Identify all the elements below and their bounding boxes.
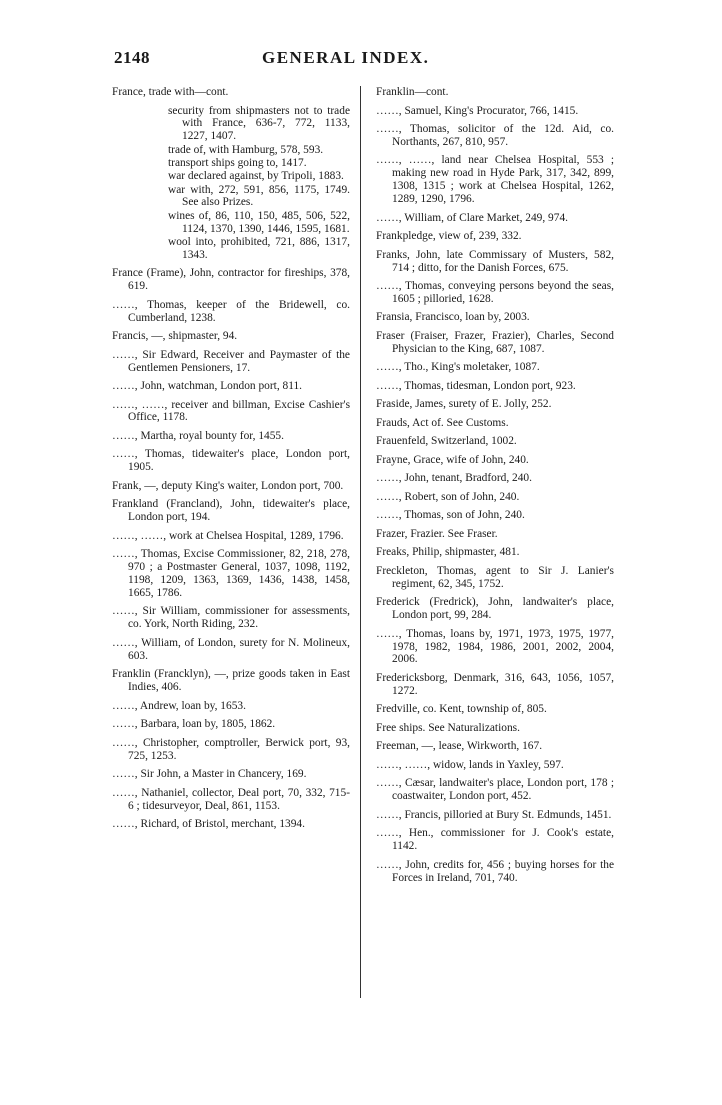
index-entry: Frazer, Frazier. See Fraser. (376, 527, 498, 540)
index-entry: Franklin (Francklyn), —, prize goods taken in East Indies, 406. (112, 668, 350, 694)
index-entry: Franks, John, late Commissary of Musters, 582, 714 ; ditto, for the Danish Forces, 675. (376, 248, 614, 274)
index-entry: ……, Andrew, loan by, 1653. (112, 699, 246, 712)
index-subentry: transport ships going to, 1417. (168, 156, 307, 169)
index-entry: ……, Sir William, commissioner for assessments, co. York, North Riding, 232. (112, 605, 350, 631)
index-entry: ……, John, watchman, London port, 811. (112, 380, 303, 393)
index-subentry: war declared against, by Tripoli, 1883. (168, 170, 344, 183)
index-entry: ……, Thomas, tidesman, London port, 923. (376, 379, 576, 392)
index-subentry: wines of, 86, 110, 150, 485, 506, 522, 1124, 1370, 1390, 1446, 1595, 1681. (168, 209, 350, 235)
index-entry: ……, Barbara, loan by, 1805, 1862. (112, 718, 276, 731)
page-title: GENERAL INDEX. (262, 48, 430, 67)
index-entry: ……, John, tenant, Bradford, 240. (376, 472, 532, 485)
index-entry: ……, Thomas, loans by, 1971, 1973, 1975, 1977, 1978, 1982, 1984, 1986, 2001, 2002, 2004, 2006. (376, 627, 614, 666)
index-entry: Fredericksborg, Denmark, 316, 643, 1056, 1057, 1272. (376, 671, 614, 697)
index-entry: Fredville, co. Kent, township of, 805. (376, 703, 547, 716)
index-column-right (376, 86, 614, 890)
index-entry: ……, William, of London, surety for N. Molineux, 603. (112, 636, 350, 662)
index-entry: Freeman, —, lease, Wirkworth, 167. (376, 740, 543, 753)
index-entry: ……, ……, work at Chelsea Hospital, 1289, 1796. (112, 529, 344, 542)
index-entry: Frauds, Act of. See Customs. (376, 416, 509, 429)
index-entry: ……, Francis, pilloried at Bury St. Edmunds, 1451. (376, 808, 612, 821)
index-entry: ……, Robert, son of John, 240. (376, 490, 520, 503)
index-entry: ……, Cæsar, landwaiter's place, London port, 178 ; coastwaiter, London port, 452. (376, 777, 614, 803)
index-entry: ……, ……, widow, lands in Yaxley, 597. (376, 758, 564, 771)
index-entry: France, trade with—cont. (112, 86, 229, 98)
index-entry: Frauenfeld, Switzerland, 1002. (376, 435, 517, 448)
page-number: 2148 (114, 48, 150, 67)
index-entry: ……, ……, receiver and billman, Excise Cashier's Office, 1178. (112, 398, 350, 424)
index-entry: Francis, —, shipmaster, 94. (112, 330, 238, 343)
index-entry: Fransia, Francisco, loan by, 2003. (376, 311, 530, 324)
index-entry: ……, Hen., commissioner for J. Cook's estate, 1142. (376, 827, 614, 853)
index-entry: ……, ……, land near Chelsea Hospital, 553 ; making new road in Hyde Park, 317, 342, 899, 1308, 1315 ; work at Chelsea Hospital, 1262, 1289, 1290, 1796. (376, 154, 614, 206)
index-entry: ……, Nathaniel, collector, Deal port, 70, 332, 715-6 ; tidesurveyor, Deal, 861, 1153. (112, 786, 350, 812)
index-entry: France (Frame), John, contractor for fireships, 378, 619. (112, 267, 350, 293)
index-entry: ……, Sir John, a Master in Chancery, 169. (112, 768, 307, 781)
index-entry: Fraser (Fraiser, Frazer, Frazier), Charles, Second Physician to the King, 687, 1087. (376, 329, 614, 355)
index-entry: Free ships. See Naturalizations. (376, 721, 520, 734)
index-entry: Frankpledge, view of, 239, 332. (376, 230, 522, 243)
index-entry: ……, Thomas, conveying persons beyond the seas, 1605 ; pilloried, 1628. (376, 280, 614, 305)
index-entry: ……, Martha, royal bounty for, 1455. (112, 429, 284, 442)
index-entry: ……, Thomas, solicitor of the 12d. Aid, co. Northants, 267, 810, 957. (376, 123, 614, 148)
index-subentry: security from shipmasters not to trade with France, 636-7, 772, 1133, 1227, 1407. (168, 104, 350, 143)
index-entry: ……, Sir Edward, Receiver and Paymaster of the Gentlemen Pensioners, 17. (112, 348, 350, 374)
index-subentry: wool into, prohibited, 721, 886, 1317, 1343. (168, 235, 350, 261)
index-entry: Frankland (Francland), John, tidewaiter's place, London port, 194. (112, 498, 350, 524)
index-entry: Frank, —, deputy King's waiter, London port, 700. (112, 479, 344, 492)
index-subentry: war with, 272, 591, 856, 1175, 1749. See also Prizes. (168, 183, 350, 209)
index-entry: Frederick (Fredrick), John, landwaiter's place, London port, 99, 284. (376, 596, 614, 622)
index-column-left (112, 86, 350, 837)
index-entry: ……, Samuel, King's Procurator, 766, 1415. (376, 104, 579, 117)
index-entry: ……, John, credits for, 456 ; buying horses for the Forces in Ireland, 701, 740. (376, 858, 614, 884)
column-divider (360, 86, 361, 998)
index-entry: ……, Christopher, comptroller, Berwick port, 93, 725, 1253. (112, 736, 350, 762)
index-entry: ……, Richard, of Bristol, merchant, 1394. (112, 818, 305, 830)
index-entry: ……, William, of Clare Market, 249, 974. (376, 211, 568, 224)
index-entry: Frayne, Grace, wife of John, 240. (376, 453, 529, 466)
index-entry: ……, Thomas, son of John, 240. (376, 509, 525, 522)
index-entry: ……, Tho., King's moletaker, 1087. (376, 361, 540, 374)
index-entry: Freaks, Philip, shipmaster, 481. (376, 546, 520, 559)
index-subentry: trade of, with Hamburg, 578, 593. (168, 143, 324, 156)
index-entry: ……, Thomas, tidewaiter's place, London port, 1905. (112, 448, 350, 474)
index-entry: Freckleton, Thomas, agent to Sir J. Lanier's regiment, 62, 345, 1752. (376, 564, 614, 590)
index-entry: Franklin—cont. (376, 86, 449, 98)
index-entry: ……, Thomas, keeper of the Bridewell, co. Cumberland, 1238. (112, 298, 350, 324)
index-entry: ……, Thomas, Excise Commissioner, 82, 218, 278, 970 ; a Postmaster General, 1037, 1098, 1192, 1198, 1209, 1363, 1369, 1436, 1438, 1458, 1665, 1786. (112, 548, 350, 599)
index-entry: Fraside, James, surety of E. Jolly, 252. (376, 398, 552, 411)
